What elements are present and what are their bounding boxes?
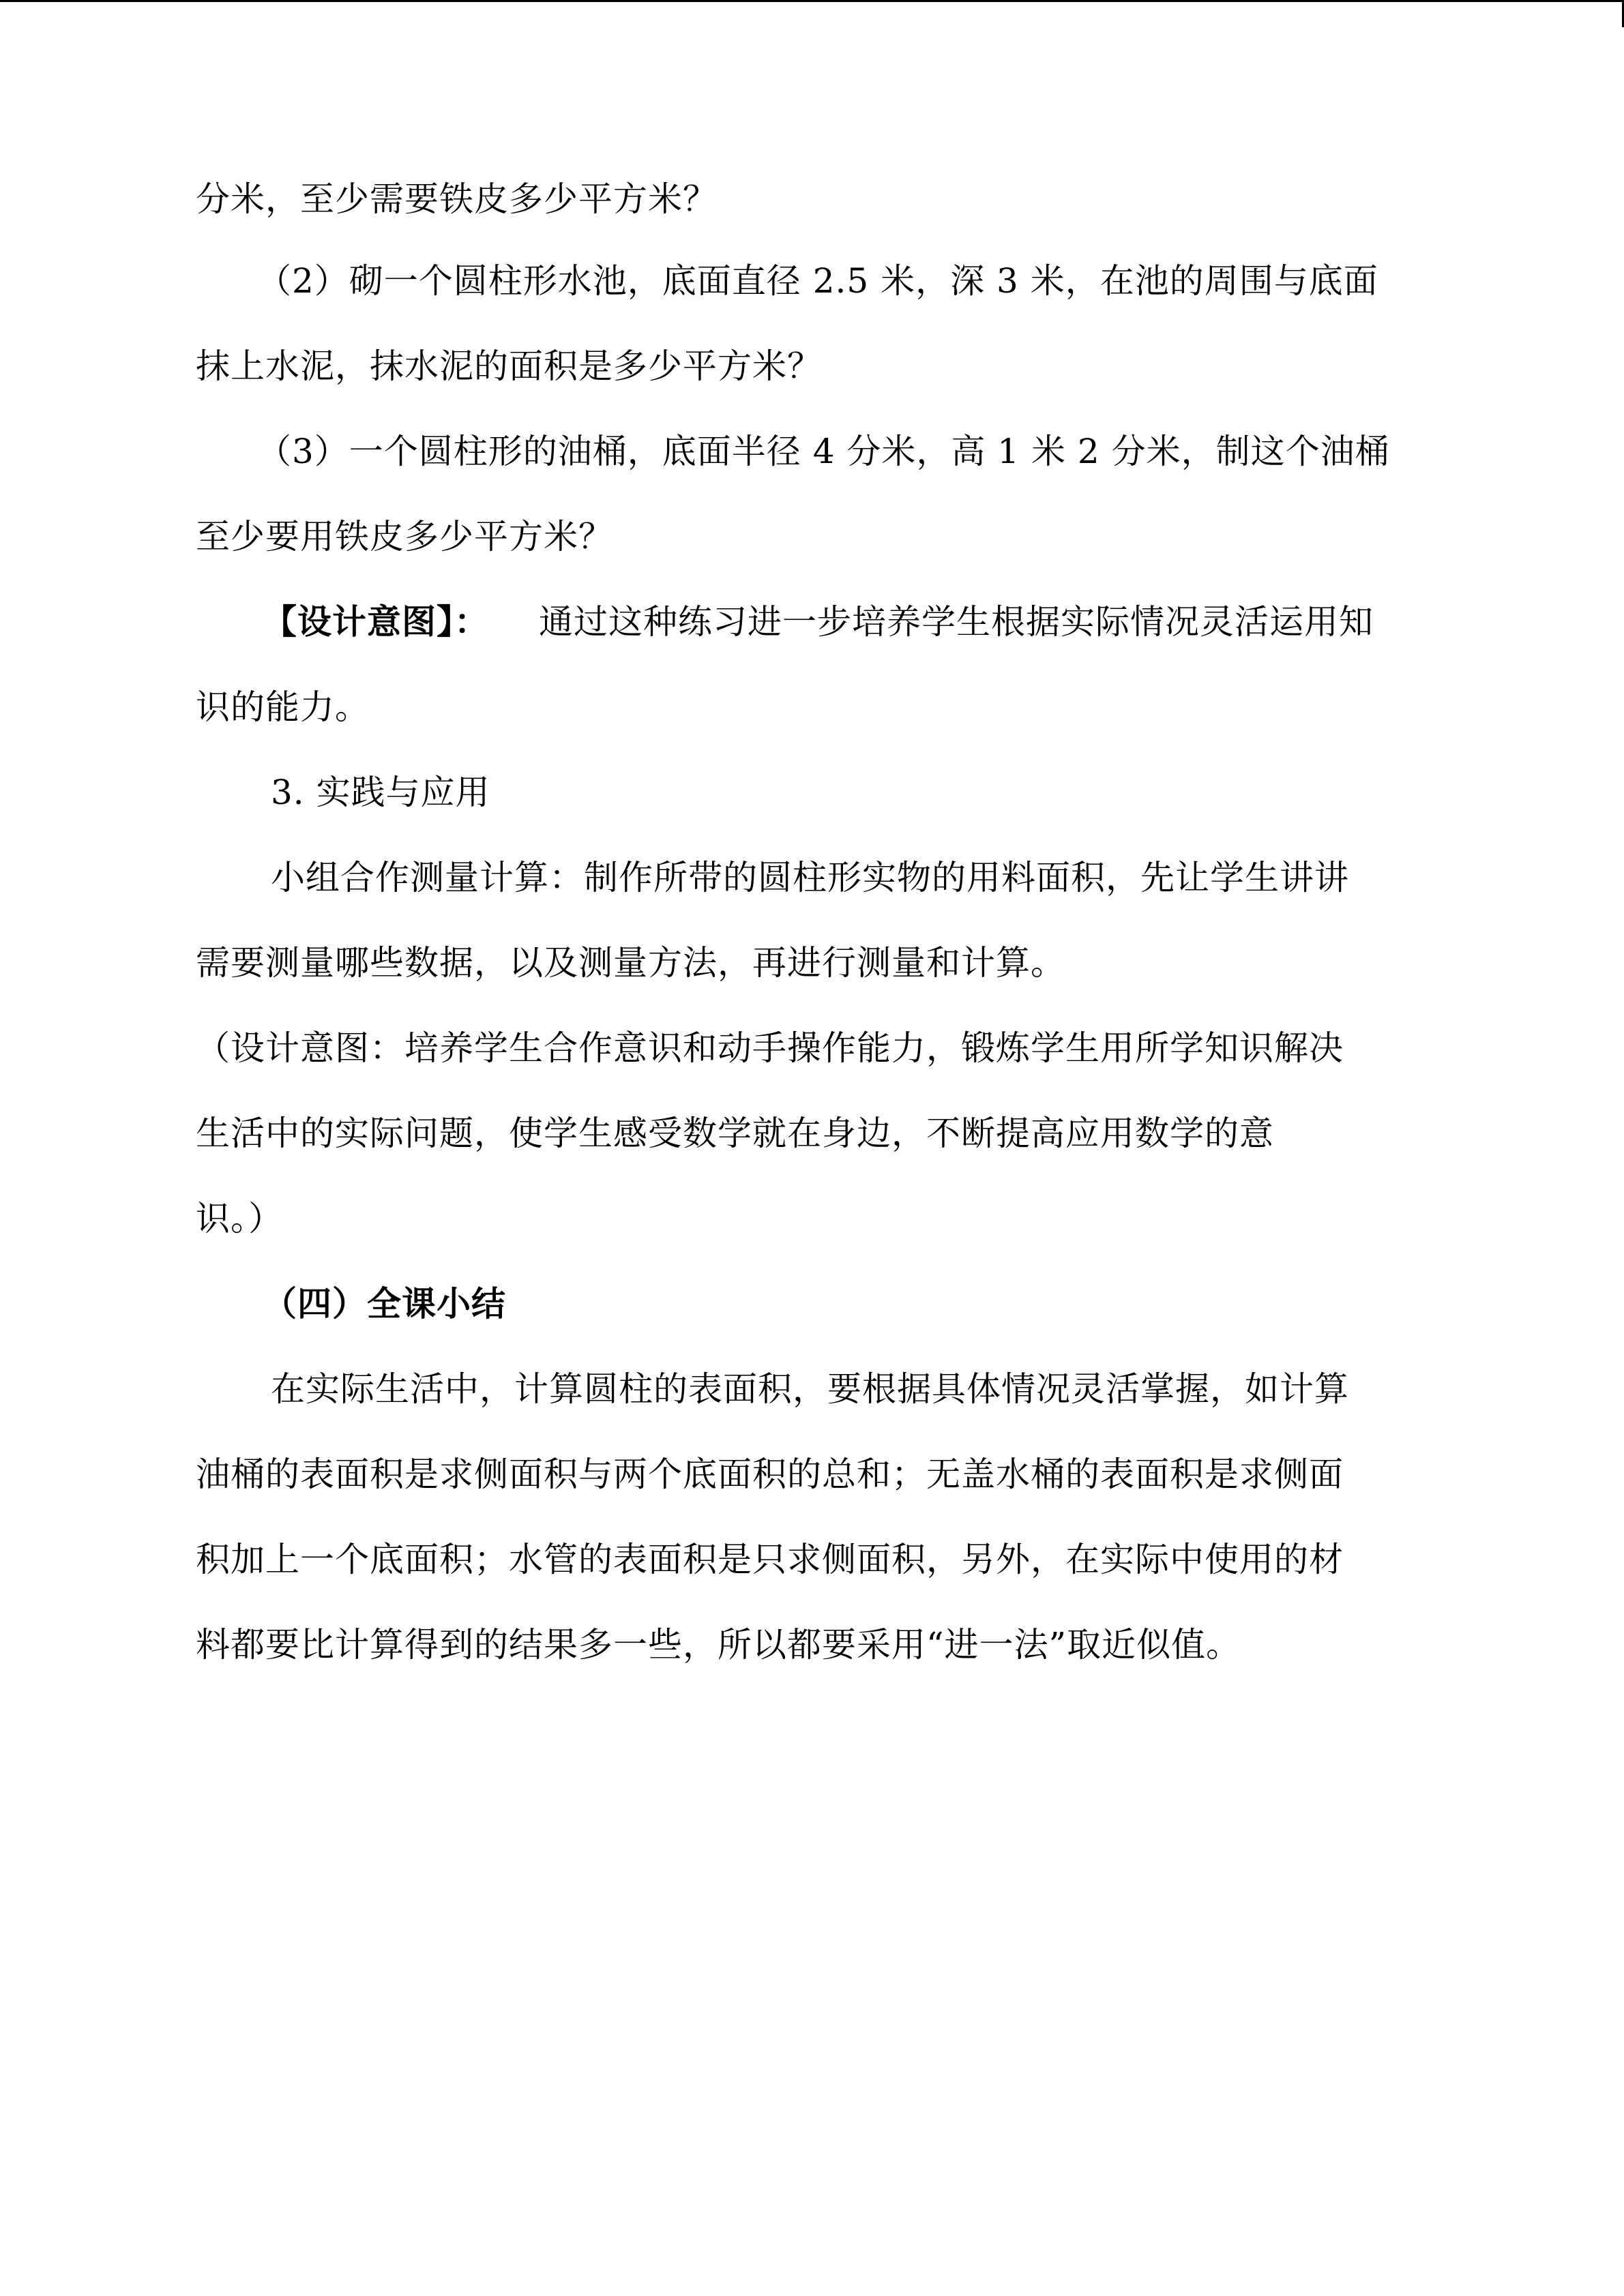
text-line-1: 分米，至少需要铁皮多少平方米？ [196, 179, 718, 219]
page-top-border [0, 0, 1624, 2]
text-line-2: （2）砌一个圆柱形水池，底面直径 2.5 米，深 3 米，在池的周围与底面 [257, 261, 1378, 301]
text-line-4: （3）一个圆柱形的油桶，底面半径 4 分米，高 1 米 2 分米，制这个油桶 [257, 432, 1390, 471]
text-line-8: 识的能力。 [196, 687, 370, 727]
text-line-18: 积加上一个底面积；水管的表面积是只求侧面积，另外，在实际中使用的材 [196, 1540, 1344, 1579]
text-line-12: （设计意图：培养学生合作意识和动手操作能力，锻炼学生用所学知识解决 [196, 1028, 1344, 1068]
text-line-5: 至少要用铁皮多少平方米？ [196, 517, 613, 556]
text-line-17: 油桶的表面积是求侧面积与两个底面积的总和；无盖水桶的表面积是求侧面 [196, 1455, 1344, 1494]
text-line-19: 料都要比计算得到的结果多一些，所以都要采用“进一法”取近似值。 [196, 1625, 1241, 1665]
design-intent-heading: 【设计意图】： [263, 602, 489, 642]
text-line-11: 需要测量哪些数据，以及测量方法，再进行测量和计算。 [196, 943, 1065, 983]
section-heading-summary: （四）全课小结 [263, 1284, 506, 1324]
text-line-14: 识。） [196, 1199, 283, 1238]
section-heading-practice: 3. 实践与应用 [271, 773, 490, 812]
text-line-10: 小组合作测量计算：制作所带的圆柱形实物的用料面积，先让学生讲讲 [271, 858, 1349, 897]
text-line-13: 生活中的实际问题，使学生感受数学就在身边，不断提高应用数学的意 [196, 1114, 1274, 1153]
text-line-7: 通过这种练习进一步培养学生根据实际情况灵活运用知 [539, 602, 1374, 642]
text-line-3: 抹上水泥，抹水泥的面积是多少平方米？ [196, 346, 822, 386]
text-line-16: 在实际生活中，计算圆柱的表面积，要根据具体情况灵活掌握，如计算 [271, 1369, 1349, 1409]
